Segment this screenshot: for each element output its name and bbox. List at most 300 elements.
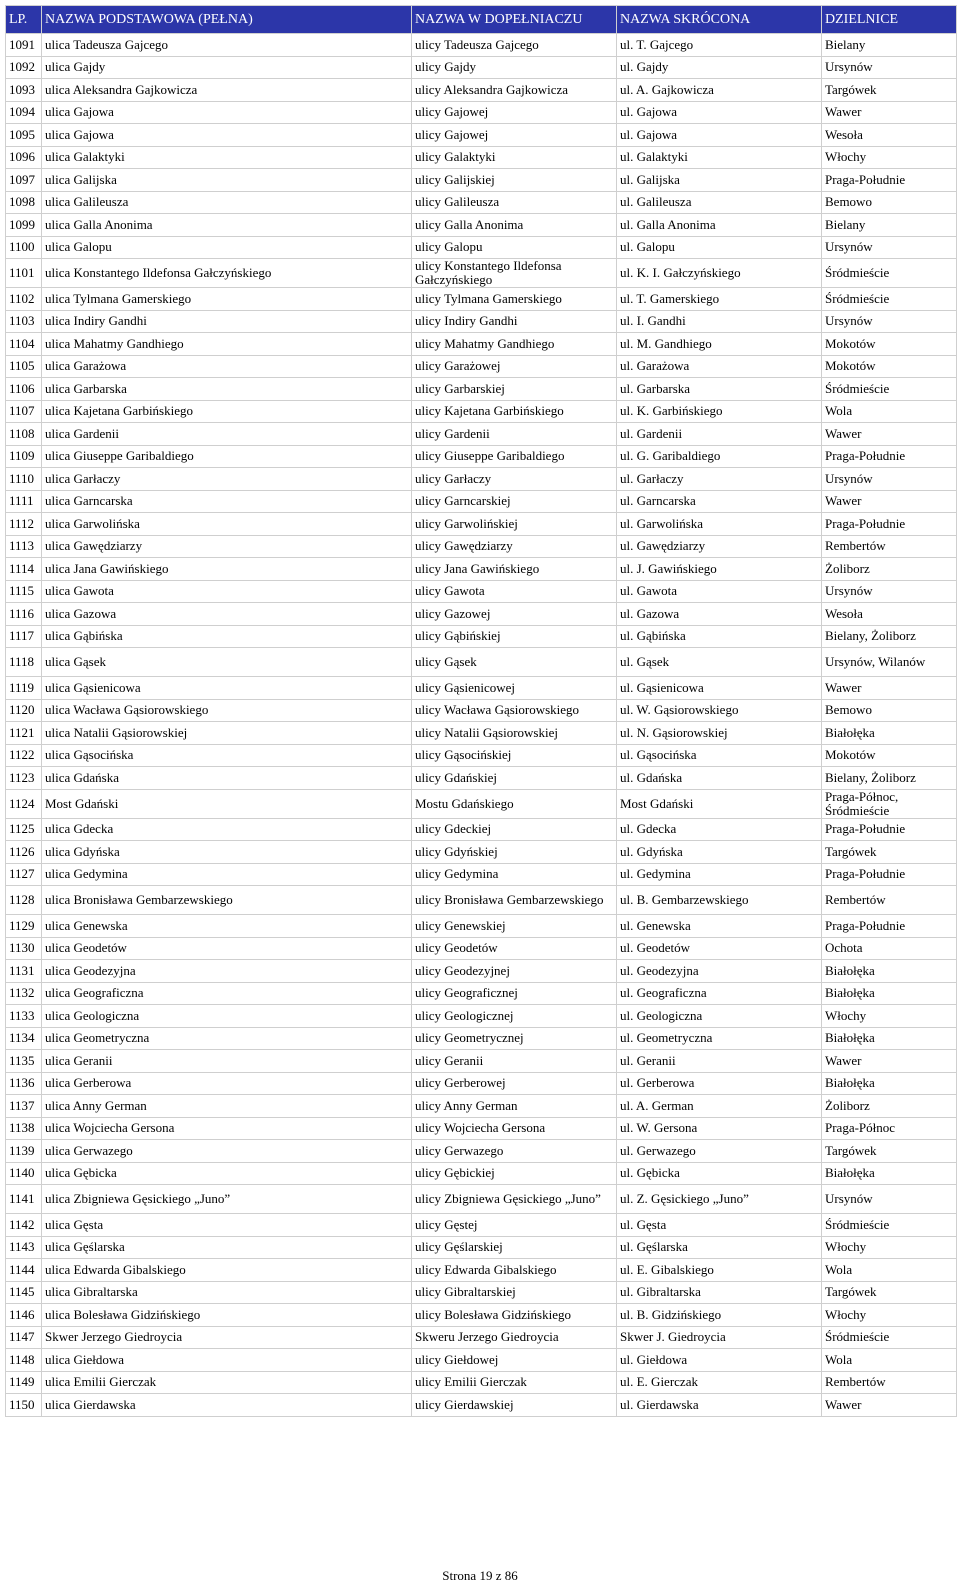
header-districts: DZIELNICE	[822, 6, 957, 34]
cell-short-name: ul. Gąsocińska	[617, 744, 822, 767]
cell-genitive-name: ulicy Galaktyki	[412, 146, 617, 169]
cell-districts: Mokotów	[822, 333, 957, 356]
cell-districts: Wola	[822, 1349, 957, 1372]
cell-short-name: ul. W. Gersona	[617, 1117, 822, 1140]
cell-full-name: Most Gdański	[42, 789, 412, 818]
cell-full-name: ulica Gajdy	[42, 56, 412, 79]
cell-short-name: ul. Gdecka	[617, 818, 822, 841]
cell-genitive-name: ulicy Geograficznej	[412, 982, 617, 1005]
cell-short-name: ul. Gębicka	[617, 1162, 822, 1185]
cell-genitive-name: ulicy Gajdy	[412, 56, 617, 79]
cell-full-name: ulica Gębicka	[42, 1162, 412, 1185]
cell-short-name: ul. Gerberowa	[617, 1072, 822, 1095]
cell-short-name: ul. Gawędziarzy	[617, 535, 822, 558]
cell-districts: Włochy	[822, 1304, 957, 1327]
cell-short-name: ul. Gajdy	[617, 56, 822, 79]
cell-genitive-name: ulicy Geometrycznej	[412, 1027, 617, 1050]
cell-full-name: ulica Gerwazego	[42, 1140, 412, 1163]
cell-genitive-name: ulicy Genewskiej	[412, 915, 617, 938]
cell-genitive-name: ulicy Gedymina	[412, 863, 617, 886]
cell-short-name: ul. Garwolińska	[617, 513, 822, 536]
cell-short-name: ul. J. Gawińskiego	[617, 558, 822, 581]
cell-lp: 1111	[6, 490, 42, 513]
cell-lp: 1119	[6, 677, 42, 700]
cell-full-name: ulica Garncarska	[42, 490, 412, 513]
cell-genitive-name: ulicy Galla Anonima	[412, 214, 617, 237]
table-row	[6, 744, 957, 767]
cell-genitive-name: Skweru Jerzego Giedroycia	[412, 1326, 617, 1349]
cell-full-name: ulica Garłaczy	[42, 468, 412, 491]
cell-genitive-name: ulicy Gerwazego	[412, 1140, 617, 1163]
cell-districts: Wawer	[822, 1050, 957, 1073]
street-names-table	[5, 5, 957, 1417]
cell-districts: Bielany, Żoliborz	[822, 625, 957, 648]
cell-districts: Śródmieście	[822, 288, 957, 311]
cell-districts: Białołęka	[822, 1162, 957, 1185]
cell-full-name: ulica Gęsta	[42, 1214, 412, 1237]
cell-genitive-name: ulicy Indiry Gandhi	[412, 310, 617, 333]
cell-short-name: ul. E. Gierczak	[617, 1371, 822, 1394]
table-row	[6, 603, 957, 626]
cell-full-name: ulica Natalii Gąsiorowskiej	[42, 722, 412, 745]
table-row	[6, 1349, 957, 1372]
cell-full-name: ulica Indiry Gandhi	[42, 310, 412, 333]
table-row	[6, 236, 957, 259]
cell-lp: 1103	[6, 310, 42, 333]
cell-short-name: ul. Geodezyjna	[617, 960, 822, 983]
cell-genitive-name: ulicy Edwarda Gibalskiego	[412, 1259, 617, 1282]
table-row	[6, 56, 957, 79]
table-row	[6, 214, 957, 237]
cell-short-name: ul. Z. Gęsickiego „Juno”	[617, 1185, 822, 1214]
cell-short-name: ul. Genewska	[617, 915, 822, 938]
table-row	[6, 34, 957, 57]
cell-short-name: ul. Gazowa	[617, 603, 822, 626]
table-row	[6, 191, 957, 214]
cell-lp: 1124	[6, 789, 42, 818]
cell-full-name: ulica Gedymina	[42, 863, 412, 886]
cell-lp: 1148	[6, 1349, 42, 1372]
cell-districts: Włochy	[822, 1236, 957, 1259]
cell-full-name: ulica Edwarda Gibalskiego	[42, 1259, 412, 1282]
cell-lp: 1118	[6, 648, 42, 677]
cell-districts: Ursynów	[822, 56, 957, 79]
cell-lp: 1100	[6, 236, 42, 259]
cell-short-name: ul. Geograficzna	[617, 982, 822, 1005]
cell-short-name: ul. I. Gandhi	[617, 310, 822, 333]
cell-genitive-name: ulicy Giuseppe Garibaldiego	[412, 445, 617, 468]
cell-genitive-name: ulicy Emilii Gierczak	[412, 1371, 617, 1394]
cell-genitive-name: ulicy Gierdawskiej	[412, 1394, 617, 1417]
cell-short-name: ul. Gąsek	[617, 648, 822, 677]
cell-short-name: ul. E. Gibalskiego	[617, 1259, 822, 1282]
cell-genitive-name: ulicy Gąsienicowej	[412, 677, 617, 700]
table-row	[6, 677, 957, 700]
table-row	[6, 1236, 957, 1259]
header-genitive-name: NAZWA W DOPEŁNIACZU	[412, 6, 617, 34]
cell-full-name: ulica Geranii	[42, 1050, 412, 1073]
cell-full-name: ulica Wacława Gąsiorowskiego	[42, 699, 412, 722]
cell-genitive-name: ulicy Garażowej	[412, 355, 617, 378]
cell-full-name: ulica Zbigniewa Gęsickiego „Juno”	[42, 1185, 412, 1214]
cell-lp: 1135	[6, 1050, 42, 1073]
cell-genitive-name: ulicy Anny German	[412, 1095, 617, 1118]
table-row	[6, 863, 957, 886]
cell-genitive-name: ulicy Konstantego Ildefonsa Gałczyńskiego	[412, 259, 617, 288]
cell-full-name: ulica Garażowa	[42, 355, 412, 378]
cell-lp: 1107	[6, 400, 42, 423]
table-row	[6, 1140, 957, 1163]
cell-short-name: Skwer J. Giedroycia	[617, 1326, 822, 1349]
cell-lp: 1125	[6, 818, 42, 841]
cell-genitive-name: ulicy Gęślarskiej	[412, 1236, 617, 1259]
cell-districts: Praga-Południe	[822, 863, 957, 886]
cell-districts: Praga-Południe	[822, 169, 957, 192]
cell-full-name: ulica Gawota	[42, 580, 412, 603]
cell-full-name: ulica Gardenii	[42, 423, 412, 446]
cell-districts: Wola	[822, 1259, 957, 1282]
cell-short-name: ul. Garażowa	[617, 355, 822, 378]
table-row	[6, 1214, 957, 1237]
cell-genitive-name: ulicy Gdyńskiej	[412, 841, 617, 864]
cell-districts: Białołęka	[822, 1072, 957, 1095]
cell-short-name: ul. Gęślarska	[617, 1236, 822, 1259]
cell-lp: 1108	[6, 423, 42, 446]
cell-short-name: ul. A. German	[617, 1095, 822, 1118]
table-row	[6, 841, 957, 864]
table-row	[6, 400, 957, 423]
cell-districts: Praga-Południe	[822, 513, 957, 536]
cell-districts: Praga-Północ, Śródmieście	[822, 789, 957, 818]
cell-genitive-name: ulicy Gazowej	[412, 603, 617, 626]
cell-districts: Bielany	[822, 214, 957, 237]
cell-districts: Białołęka	[822, 960, 957, 983]
table-body	[6, 34, 957, 1417]
cell-short-name: ul. K. Garbińskiego	[617, 400, 822, 423]
cell-districts: Bielany, Żoliborz	[822, 767, 957, 790]
cell-full-name: ulica Gawędziarzy	[42, 535, 412, 558]
cell-full-name: ulica Garbarska	[42, 378, 412, 401]
cell-short-name: ul. Galla Anonima	[617, 214, 822, 237]
table-row	[6, 722, 957, 745]
cell-lp: 1092	[6, 56, 42, 79]
cell-genitive-name: ulicy Gęstej	[412, 1214, 617, 1237]
cell-full-name: ulica Gibraltarska	[42, 1281, 412, 1304]
cell-short-name: ul. Galaktyki	[617, 146, 822, 169]
cell-short-name: ul. G. Garibaldiego	[617, 445, 822, 468]
cell-genitive-name: ulicy Garbarskiej	[412, 378, 617, 401]
cell-districts: Targówek	[822, 79, 957, 102]
cell-genitive-name: ulicy Galileusza	[412, 191, 617, 214]
cell-full-name: ulica Gdecka	[42, 818, 412, 841]
cell-short-name: Most Gdański	[617, 789, 822, 818]
cell-full-name: ulica Tadeusza Gajcego	[42, 34, 412, 57]
cell-short-name: ul. Garncarska	[617, 490, 822, 513]
cell-districts: Ursynów, Wilanów	[822, 648, 957, 677]
cell-lp: 1114	[6, 558, 42, 581]
table-row	[6, 1326, 957, 1349]
cell-full-name: ulica Wojciecha Gersona	[42, 1117, 412, 1140]
cell-full-name: ulica Geodezyjna	[42, 960, 412, 983]
cell-genitive-name: ulicy Galopu	[412, 236, 617, 259]
cell-lp: 1098	[6, 191, 42, 214]
cell-short-name: ul. B. Gembarzewskiego	[617, 886, 822, 915]
cell-full-name: ulica Gajowa	[42, 124, 412, 147]
cell-short-name: ul. Garbarska	[617, 378, 822, 401]
table-row	[6, 886, 957, 915]
cell-full-name: ulica Anny German	[42, 1095, 412, 1118]
cell-lp: 1127	[6, 863, 42, 886]
page-number: Strona 19 z 86	[442, 1568, 518, 1583]
cell-districts: Bielany	[822, 34, 957, 57]
cell-genitive-name: ulicy Tylmana Gamerskiego	[412, 288, 617, 311]
cell-genitive-name: ulicy Bronisława Gembarzewskiego	[412, 886, 617, 915]
cell-districts: Wawer	[822, 423, 957, 446]
cell-districts: Praga-Południe	[822, 818, 957, 841]
cell-short-name: ul. W. Gąsiorowskiego	[617, 699, 822, 722]
cell-full-name: ulica Mahatmy Gandhiego	[42, 333, 412, 356]
cell-districts: Ochota	[822, 937, 957, 960]
cell-genitive-name: ulicy Gajowej	[412, 124, 617, 147]
cell-full-name: ulica Gajowa	[42, 101, 412, 124]
cell-genitive-name: ulicy Gąbińskiej	[412, 625, 617, 648]
cell-full-name: ulica Giuseppe Garibaldiego	[42, 445, 412, 468]
cell-districts: Ursynów	[822, 1185, 957, 1214]
cell-lp: 1133	[6, 1005, 42, 1028]
cell-short-name: ul. Gdańska	[617, 767, 822, 790]
cell-lp: 1093	[6, 79, 42, 102]
table-row	[6, 1027, 957, 1050]
cell-districts: Rembertów	[822, 1371, 957, 1394]
cell-full-name: ulica Galla Anonima	[42, 214, 412, 237]
table-row	[6, 648, 957, 677]
cell-genitive-name: ulicy Jana Gawińskiego	[412, 558, 617, 581]
cell-short-name: ul. Gerwazego	[617, 1140, 822, 1163]
cell-lp: 1104	[6, 333, 42, 356]
cell-full-name: ulica Galijska	[42, 169, 412, 192]
cell-short-name: ul. N. Gąsiorowskiej	[617, 722, 822, 745]
cell-short-name: ul. Gierdawska	[617, 1394, 822, 1417]
cell-lp: 1123	[6, 767, 42, 790]
table-row	[6, 1394, 957, 1417]
cell-full-name: ulica Emilii Gierczak	[42, 1371, 412, 1394]
cell-full-name: ulica Gdyńska	[42, 841, 412, 864]
cell-full-name: ulica Tylmana Gamerskiego	[42, 288, 412, 311]
cell-districts: Białołęka	[822, 722, 957, 745]
cell-full-name: ulica Gazowa	[42, 603, 412, 626]
table-row	[6, 699, 957, 722]
cell-short-name: ul. Galileusza	[617, 191, 822, 214]
cell-lp: 1130	[6, 937, 42, 960]
cell-lp: 1097	[6, 169, 42, 192]
cell-lp: 1122	[6, 744, 42, 767]
table-row	[6, 1162, 957, 1185]
cell-short-name: ul. Giełdowa	[617, 1349, 822, 1372]
cell-lp: 1149	[6, 1371, 42, 1394]
cell-districts: Bemowo	[822, 191, 957, 214]
cell-lp: 1091	[6, 34, 42, 57]
table-row	[6, 423, 957, 446]
table-row	[6, 580, 957, 603]
table-row	[6, 124, 957, 147]
cell-short-name: ul. Gibraltarska	[617, 1281, 822, 1304]
cell-districts: Targówek	[822, 1281, 957, 1304]
header-lp: LP.	[6, 6, 42, 34]
cell-lp: 1120	[6, 699, 42, 722]
cell-lp: 1112	[6, 513, 42, 536]
table-row	[6, 445, 957, 468]
table-row	[6, 1072, 957, 1095]
cell-districts: Wesoła	[822, 124, 957, 147]
table-row	[6, 818, 957, 841]
cell-full-name: ulica Aleksandra Gajkowicza	[42, 79, 412, 102]
cell-districts: Wawer	[822, 1394, 957, 1417]
table-row	[6, 169, 957, 192]
cell-districts: Praga-Południe	[822, 915, 957, 938]
cell-lp: 1137	[6, 1095, 42, 1118]
cell-full-name: ulica Bolesława Gidzińskiego	[42, 1304, 412, 1327]
cell-districts: Wawer	[822, 677, 957, 700]
cell-short-name: ul. Gawota	[617, 580, 822, 603]
cell-districts: Ursynów	[822, 236, 957, 259]
cell-districts: Ursynów	[822, 580, 957, 603]
cell-lp: 1138	[6, 1117, 42, 1140]
cell-short-name: ul. Gdyńska	[617, 841, 822, 864]
cell-lp: 1129	[6, 915, 42, 938]
cell-lp: 1150	[6, 1394, 42, 1417]
cell-short-name: ul. Gąsienicowa	[617, 677, 822, 700]
cell-lp: 1146	[6, 1304, 42, 1327]
cell-genitive-name: ulicy Mahatmy Gandhiego	[412, 333, 617, 356]
cell-lp: 1128	[6, 886, 42, 915]
cell-genitive-name: ulicy Geodezyjnej	[412, 960, 617, 983]
cell-districts: Włochy	[822, 146, 957, 169]
table-row	[6, 310, 957, 333]
cell-lp: 1095	[6, 124, 42, 147]
cell-districts: Targówek	[822, 841, 957, 864]
cell-full-name: ulica Galopu	[42, 236, 412, 259]
table-row	[6, 960, 957, 983]
cell-short-name: ul. Galijska	[617, 169, 822, 192]
table-header-row	[6, 6, 957, 34]
table-row	[6, 333, 957, 356]
cell-full-name: ulica Galileusza	[42, 191, 412, 214]
cell-full-name: ulica Gąsek	[42, 648, 412, 677]
header-full-name: NAZWA PODSTAWOWA (PEŁNA)	[42, 6, 412, 34]
cell-lp: 1110	[6, 468, 42, 491]
cell-districts: Rembertów	[822, 886, 957, 915]
cell-short-name: ul. Geometryczna	[617, 1027, 822, 1050]
table-row	[6, 937, 957, 960]
header-short-name: NAZWA SKRÓCONA	[617, 6, 822, 34]
cell-genitive-name: ulicy Gąsek	[412, 648, 617, 677]
cell-short-name: ul. Gąbińska	[617, 625, 822, 648]
cell-full-name: ulica Garwolińska	[42, 513, 412, 536]
cell-districts: Bemowo	[822, 699, 957, 722]
cell-lp: 1142	[6, 1214, 42, 1237]
cell-districts: Białołęka	[822, 982, 957, 1005]
cell-lp: 1131	[6, 960, 42, 983]
cell-districts: Wola	[822, 400, 957, 423]
table-row	[6, 259, 957, 288]
cell-lp: 1116	[6, 603, 42, 626]
cell-districts: Śródmieście	[822, 1214, 957, 1237]
table-row	[6, 79, 957, 102]
cell-genitive-name: ulicy Wacława Gąsiorowskiego	[412, 699, 617, 722]
table-row	[6, 789, 957, 818]
table-row	[6, 1095, 957, 1118]
cell-lp: 1141	[6, 1185, 42, 1214]
cell-districts: Ursynów	[822, 310, 957, 333]
cell-short-name: ul. T. Gamerskiego	[617, 288, 822, 311]
cell-genitive-name: ulicy Gąsocińskiej	[412, 744, 617, 767]
cell-districts: Włochy	[822, 1005, 957, 1028]
cell-short-name: ul. Gajowa	[617, 101, 822, 124]
cell-districts: Wesoła	[822, 603, 957, 626]
cell-short-name: ul. T. Gajcego	[617, 34, 822, 57]
cell-lp: 1102	[6, 288, 42, 311]
cell-full-name: ulica Gąsocińska	[42, 744, 412, 767]
cell-genitive-name: ulicy Garncarskiej	[412, 490, 617, 513]
table-row	[6, 146, 957, 169]
cell-lp: 1121	[6, 722, 42, 745]
cell-short-name: ul. B. Gidzińskiego	[617, 1304, 822, 1327]
table-row	[6, 101, 957, 124]
cell-genitive-name: ulicy Zbigniewa Gęsickiego „Juno”	[412, 1185, 617, 1214]
cell-districts: Targówek	[822, 1140, 957, 1163]
table-row	[6, 535, 957, 558]
cell-lp: 1096	[6, 146, 42, 169]
cell-districts: Praga-Północ	[822, 1117, 957, 1140]
table-row	[6, 1050, 957, 1073]
cell-short-name: ul. Garłaczy	[617, 468, 822, 491]
table-row	[6, 1281, 957, 1304]
cell-lp: 1145	[6, 1281, 42, 1304]
cell-full-name: ulica Giełdowa	[42, 1349, 412, 1372]
cell-genitive-name: ulicy Geologicznej	[412, 1005, 617, 1028]
cell-genitive-name: ulicy Gawota	[412, 580, 617, 603]
cell-lp: 1109	[6, 445, 42, 468]
cell-lp: 1144	[6, 1259, 42, 1282]
cell-genitive-name: ulicy Garłaczy	[412, 468, 617, 491]
cell-short-name: ul. A. Gajkowicza	[617, 79, 822, 102]
cell-full-name: ulica Genewska	[42, 915, 412, 938]
cell-districts: Rembertów	[822, 535, 957, 558]
table-row	[6, 1259, 957, 1282]
cell-full-name: ulica Geograficzna	[42, 982, 412, 1005]
cell-full-name: ulica Galaktyki	[42, 146, 412, 169]
cell-lp: 1132	[6, 982, 42, 1005]
cell-districts: Śródmieście	[822, 1326, 957, 1349]
cell-lp: 1115	[6, 580, 42, 603]
table-row	[6, 513, 957, 536]
cell-short-name: ul. Galopu	[617, 236, 822, 259]
cell-lp: 1139	[6, 1140, 42, 1163]
cell-lp: 1136	[6, 1072, 42, 1095]
cell-lp: 1101	[6, 259, 42, 288]
cell-lp: 1140	[6, 1162, 42, 1185]
table-row	[6, 468, 957, 491]
cell-short-name: ul. Geodetów	[617, 937, 822, 960]
cell-districts: Praga-Południe	[822, 445, 957, 468]
cell-full-name: ulica Konstantego Ildefonsa Gałczyńskiego	[42, 259, 412, 288]
cell-districts: Żoliborz	[822, 558, 957, 581]
cell-districts: Ursynów	[822, 468, 957, 491]
table-row	[6, 767, 957, 790]
cell-genitive-name: ulicy Wojciecha Gersona	[412, 1117, 617, 1140]
cell-full-name: ulica Jana Gawińskiego	[42, 558, 412, 581]
cell-short-name: ul. Gęsta	[617, 1214, 822, 1237]
